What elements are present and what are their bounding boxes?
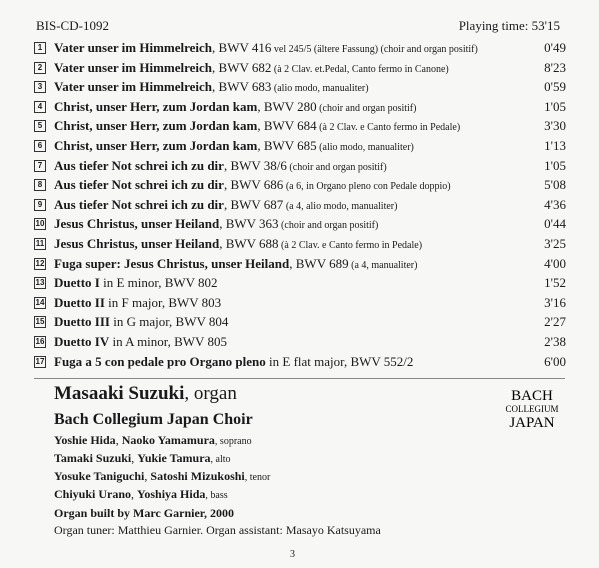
singer-row [54,487,228,502]
track-duration: 6'00 [544,353,566,369]
logo-line-1: BACH [511,388,553,404]
track-title [54,293,221,315]
work-title: Christ, unser Herr, zum Jordan kam [54,118,258,134]
work-details: , BWV 280 [257,98,317,114]
track-duration: 2'27 [544,314,566,330]
work-title: Christ, unser Herr, zum Jordan kam [54,98,258,114]
work-details: , BWV 683 [212,79,272,95]
logo-line-3: JAPAN [509,415,555,430]
track-number: 1 [34,42,46,54]
work-title: Duetto IV [54,333,110,349]
track-row [34,214,566,234]
track-row [34,312,566,332]
work-note: (à 2 Clav. e Canto fermo in Pedale) [316,122,461,134]
work-title: Fuga super: Jesus Christus, unser Heiland [54,255,290,271]
track-number: 12 [35,258,45,268]
work-note: (a 4, manualiter) [348,259,418,271]
voice-type: , bass [205,490,228,501]
track-number: 15 [35,317,45,327]
playing-time: Playing time: 53'15 [458,18,560,33]
track-list [34,38,566,371]
work-title: Jesus Christus, unser Heiland [54,216,220,232]
track-number: 4 [34,101,46,113]
work-note: (choir and organ positif) [286,161,387,173]
track-title [54,58,449,80]
track-duration: 1'05 [544,98,566,114]
singer-name: Naoko Yamamura [121,433,215,447]
track-row [34,273,566,293]
track-row [34,293,566,313]
track-row [34,136,566,156]
work-title: Jesus Christus, unser Heiland [54,235,220,251]
work-details: , BWV 416 [212,40,272,55]
track-title [54,352,413,374]
track-number: 11 [35,238,45,248]
track-duration: 1'05 [544,157,566,173]
singer-name: Tamaki Suzuki [54,451,132,465]
track-number: 9 [34,199,46,211]
singer-name: Yoshie Hida [54,433,116,447]
work-details: in A minor, BWV 805 [109,333,227,349]
track-title [54,332,227,354]
work-details: , BWV 38/6 [223,157,287,173]
singer-name: Yoshiya Hida [137,487,206,501]
work-title: Duetto III [54,314,110,330]
singer-row [54,469,270,484]
track-title [54,116,460,138]
track-number: 2 [34,62,46,74]
track-number: 7 [34,160,46,172]
track-row [34,234,566,254]
work-details: , BWV 682 [212,59,272,75]
work-scoring: (choir and organ positif) [378,44,478,55]
track-duration: 8'23 [544,59,566,75]
work-title: Duetto I [54,275,100,291]
work-note: (à 2 Clav. et.Pedal, Canto fermo in Canone) [271,63,449,75]
work-title: Christ, unser Herr, zum Jordan kam [54,137,258,153]
singer-separator: , [131,451,138,465]
work-title: Aus tiefer Not schrei ich zu dir [54,196,224,212]
track-row [34,254,566,274]
voice-type: , soprano [214,436,252,447]
track-duration: 5'08 [544,177,566,193]
track-title [54,273,218,295]
track-title [54,214,378,236]
track-number: 8 [34,179,46,191]
track-number: 3 [34,81,46,93]
work-title: Aus tiefer Not schrei ich zu dir [54,177,224,193]
singer-name: Yosuke Taniguchi [54,469,145,483]
track-title [54,97,416,119]
work-details: in E minor, BWV 802 [99,275,218,291]
logo-line-2: COLLEGIUM [505,404,559,414]
track-number: 16 [35,336,45,346]
track-number: 5 [34,120,46,132]
track-row [34,175,566,195]
work-title: Vater unser im Himmelreich [54,79,213,95]
work-title: Duetto II [54,294,105,310]
work-note: (choir and organ positif) [278,220,379,232]
organ-staff: Organ tuner: Matthieu Garnier. Organ assistant: Masayo Katsuyama [54,523,381,537]
work-note: (à 2 Clav. e Canto fermo in Pedale) [278,239,423,251]
track-row [34,156,566,176]
singer-name: Yukie Tamura [137,451,211,465]
choir-name: Bach Collegium Japan Choir [54,411,253,428]
track-title [54,254,417,276]
catalog-number: BIS-CD-1092 [36,18,109,33]
singer-row [54,433,252,448]
track-duration: 0'59 [544,79,566,95]
track-title [54,234,422,256]
work-title: Fuga a 5 con pedale pro Organo pleno [54,353,266,369]
work-title: Vater unser im Himmelreich [54,59,213,75]
work-details: , BWV 687 [223,196,284,212]
organ-builder: Organ built by Marc Garnier, 2000 [54,506,234,520]
track-duration: 1'13 [544,137,566,153]
track-duration: 0'44 [544,216,566,232]
work-note: (alio modo, manualiter) [316,141,414,153]
singer-separator: , [144,469,151,483]
work-details: in G major, BWV 804 [109,314,229,330]
work-details: , BWV 689 [289,255,349,271]
work-note: (a 6, in Organo pleno con Pedale doppio) [283,181,451,193]
performer-role: , organ [184,383,237,404]
track-duration: 3'25 [544,235,566,251]
singer-separator: , [115,433,122,447]
track-duration: 1'52 [544,275,566,291]
performer-name: Masaaki Suzuki [54,383,185,404]
work-title: Aus tiefer Not schrei ich zu dir [54,157,224,173]
track-title [54,195,397,217]
work-note: vel 245/5 (ältere Fassung) [271,44,379,55]
track-duration: 4'00 [544,255,566,271]
singer-separator: , [131,487,138,501]
track-title [54,38,478,60]
track-row [34,38,566,58]
track-title [54,156,387,178]
singer-row [54,451,231,466]
singer-name: Chiyuki Urano [54,487,132,501]
track-number: 6 [34,140,46,152]
work-details: in E flat major, BWV 552/2 [265,353,414,369]
work-title: Vater unser im Himmelreich [54,40,213,55]
track-title [54,136,414,158]
work-details: in F major, BWV 803 [104,294,222,310]
track-row [34,332,566,352]
work-note: (a 4, alio modo, manualiter) [283,200,398,212]
track-number: 14 [35,297,45,307]
track-number: 13 [35,278,45,288]
track-row [34,58,566,78]
track-row [34,195,566,215]
singer-name: Satoshi Mizukoshi [150,469,245,483]
track-title [54,312,228,334]
track-title [54,77,369,99]
work-details: , BWV 686 [223,177,284,193]
track-duration: 4'36 [544,196,566,212]
track-duration: 3'30 [544,118,566,134]
voice-type: , tenor [244,472,271,483]
track-row [34,352,566,372]
work-details: , BWV 688 [219,235,279,251]
track-duration: 2'38 [544,333,566,349]
work-details: , BWV 684 [257,118,317,134]
track-row [34,77,566,97]
work-details: , BWV 685 [257,137,317,153]
work-details: , BWV 363 [219,216,279,232]
bach-collegium-japan-logo [504,386,560,430]
track-number: 17 [35,356,45,366]
track-row [34,97,566,117]
work-note: (alio modo, manualiter) [271,83,369,95]
voice-type: , alto [210,454,231,465]
track-duration: 0'49 [544,40,566,55]
track-title [54,175,451,197]
track-number: 10 [35,219,45,229]
track-duration: 3'16 [544,294,566,310]
performer [54,383,237,405]
track-row [34,116,566,136]
work-note: (choir and organ positif) [316,102,417,114]
page-number: 3 [290,549,295,560]
divider [34,378,565,379]
